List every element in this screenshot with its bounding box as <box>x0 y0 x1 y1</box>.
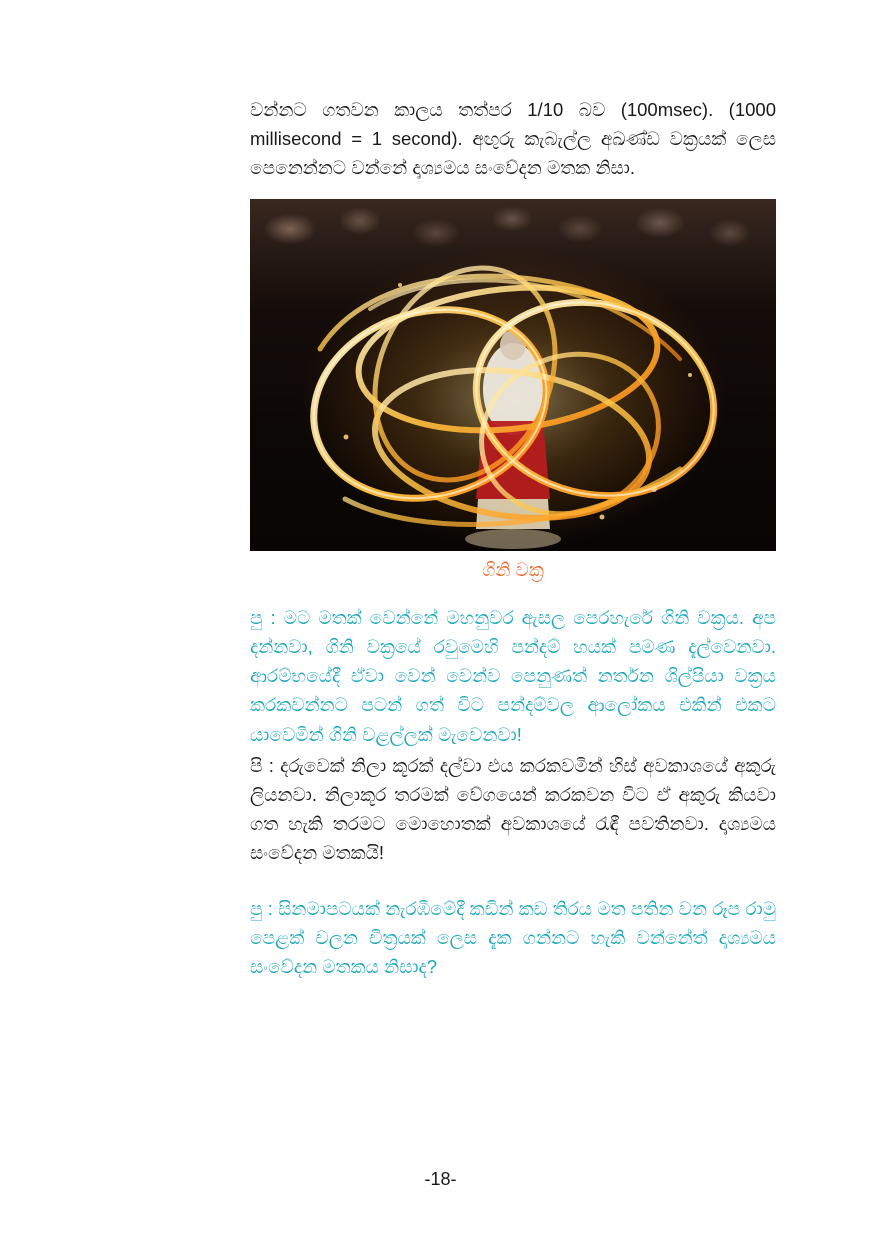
question-paragraph-1: පු : මට මතක් වෙන්නේ මහනුවර ඇසල පෙරහැරේ ගිනි වක්‍රය. අප දන්නවා, ගිනි වක්‍රයේ රවුමෙහි පන්දම් හයක් පමණ දැල්වෙනවා. ආරම්භයේදී ඒවා වෙන් වෙන්ව පෙනුණත් නර්තන ශිල්පියා වක්‍රය කරකවන්නට පටන් ගත් විට පන්දම්වල ආලෝකය එකින් එකට යාවෙමින් ගිනි වළල්ලක් මැවෙනවා! <box>250 606 776 745</box>
page-content <box>250 95 776 981</box>
intro-paragraph: වන්නට ගතවන කාලය තත්පර 1/10 බව (100msec). (1000 millisecond = 1 second). අඟුරු කැබැල්ල අඛණ්ඩ වක්‍රයක් ලෙස පෙනෙන්නට වන්නේ දෘශ්‍යමය සංවේදන මතක නිසා. <box>250 99 776 179</box>
page-number: -18- <box>424 1169 457 1189</box>
figure-image <box>250 199 776 551</box>
figure-fire-wheel <box>250 199 776 581</box>
fire-poi-illustration <box>250 199 776 551</box>
figure-caption: ගිනි වක්‍ර <box>482 558 544 580</box>
question-paragraph-2: පු : සිනමාපටයක් නැරඹීමේදී කඩින් කඩ තිරය මත පතින වන රූප රාමු පෙළක් චලන චිත්‍රයක් ලෙස දැක ගන්නට හැකි වන්නේත් දෘශ්‍යමය සංවේදන මතකය නිසාද? <box>250 897 776 978</box>
answer-paragraph-1: පි : දරුවෙක් නිලා කූරක් දල්වා එය කරකවමින් හිස් අවකාශයේ අකුරු ලියනවා. නිලාකූර තරමක් වේගයෙන් කරකවන විට ඒ අකුරු කියවා ගත හැකි තරමට මොහොතක් අවකාශයේ රැඳී පවතිනවා. දෘශ්‍යමය සංවේදන මතකයි! <box>250 754 776 864</box>
